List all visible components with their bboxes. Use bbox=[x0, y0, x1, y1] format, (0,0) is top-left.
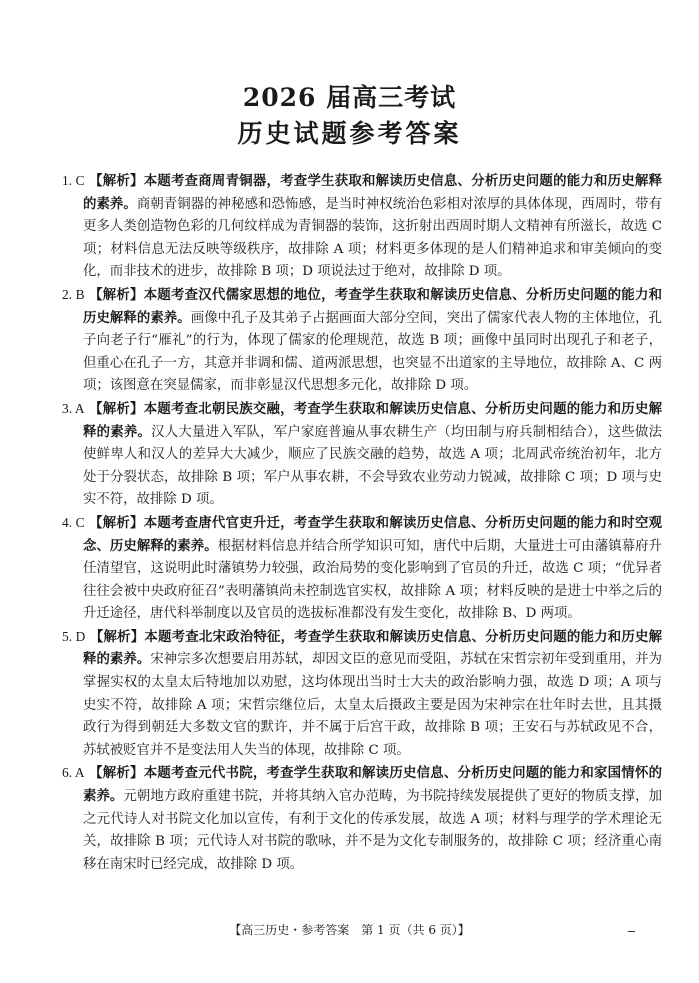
answer-number: 1. C bbox=[62, 173, 85, 188]
analysis-tag: 【解析】 bbox=[89, 287, 144, 303]
answer-number: 4. C bbox=[62, 514, 85, 530]
answer-item-3 bbox=[62, 398, 662, 512]
answer-body: 元朝地方政府重建书院，并将其纳入官办范畴，为书院持续发展提供了更好的物质支撑，加之元代诗人对书院文化加以宣传，有利于文化的传承发展，故选 A 项；材料与理学的学术理论无关，故排除 B 项；元代诗人对书院的歌咏，并不是为文化专制服务的，故排除 C 项；经济重心南移在南宋时已经完成，故排除 D 项。 bbox=[83, 789, 663, 872]
answer-item-6 bbox=[62, 762, 662, 876]
answer-lead: 本题考查北宋政治特征，考查学生获取和解读历史信息、分析历史问题的能力和历史解释的素养。 bbox=[83, 629, 663, 668]
answer-lead: 本题考查元代书院，考查学生获取和解读历史信息、分析历史问题的能力和家国情怀的素养。 bbox=[83, 766, 662, 805]
exam-title: 2026 届高三考试 bbox=[242, 83, 457, 112]
page-footer: 【高三历史・参考答案 第 1 页（共 6 页）】 bbox=[229, 923, 470, 937]
answer-lead: 本题考查商周青铜器，考查学生获取和解读历史信息、分析历史问题的能力和历史解释的素养。 bbox=[83, 174, 662, 212]
answer-body: 汉人大量进入军队，军户家庭普遍从事农耕生产（均田制与府兵制相结合），这些做法使鲜卑人和汉人的差异大大减少，顺应了民族交融的趋势，故选 A 项；北周武帝统治初年，北方处于分裂状态，故排除 B 项；军户从事农耕，不会导致农业劳动力锐减，故排除 C 项；D 项与史实不符，故排除 D 项。 bbox=[83, 424, 662, 508]
analysis-tag: 【解析】 bbox=[89, 515, 144, 531]
answer-item-4 bbox=[62, 512, 662, 626]
answer-list bbox=[62, 170, 662, 876]
analysis-tag: 【解析】 bbox=[89, 629, 145, 645]
answer-body: 商朝青铜器的神秘感和恐怖感，是当时神权统治色彩相对浓厚的具体体现，西周时，带有更多人类创造物色彩的几何纹样成为青铜器的装饰，这折射出西周时期人文精神有所滋长，故选 C 项；材料信息无法反映等级秩序，故排除 A 项；材料更多体现的是人们精神追求和审美倾向的变化，而非技术的进步，故排除 B 项；D 项说法过于绝对，故排除 D 项。 bbox=[83, 196, 663, 280]
answer-item-5 bbox=[62, 626, 662, 763]
answer-number: 6. A bbox=[62, 765, 85, 781]
answer-lead: 本题考查汉代儒家思想的地位，考查学生获取和解读历史信息、分析历史问题的能力和历史解释的素养。 bbox=[83, 287, 662, 326]
answer-body: 画像中孔子及其弟子占据画面大部分空间，突出了儒家代表人物的主体地位，孔子向老子行“雁礼”的行为，体现了儒家的伦理规范，故选 B 项；画像中虽同时出现孔子和老子，但重心在孔子一方，其意并非调和儒、道两派思想，也突显不出道家的主导地位，故排除 A、C 两项；该图意在突显儒家，而非彰显汉代思想多元化，故排除 D 项。 bbox=[83, 310, 663, 394]
analysis-tag: 【解析】 bbox=[89, 401, 144, 417]
answer-lead: 本题考查北朝民族交融，考查学生获取和解读历史信息、分析历史问题的能力和历史解释的素养。 bbox=[83, 401, 662, 440]
answer-item-1 bbox=[62, 170, 662, 284]
document-subtitle: 历史试题参考答案 bbox=[237, 119, 462, 148]
corner-mark bbox=[628, 931, 635, 932]
answer-item-2 bbox=[62, 284, 662, 398]
answer-body: 根据材料信息并结合所学知识可知，唐代中后期，大量进士可由藩镇幕府升任清望官，这说明此时藩镇势力较强，政治局势的变化影响到了官员的升迁，故选 C 项；“优异者往往会被中央政府征召”表明藩镇尚未控制选官实权，故排除 A 项；材料反映的是进士中举之后的升迁途径，唐代科举制度以及官员的选拔标准都没有发生变化，故排除 B、D 两项。 bbox=[83, 538, 663, 622]
analysis-tag: 【解析】 bbox=[89, 174, 144, 189]
analysis-tag: 【解析】 bbox=[89, 766, 144, 782]
answer-number: 2. B bbox=[62, 286, 85, 302]
answer-number: 5. D bbox=[62, 628, 86, 644]
answer-body: 宋神宗多次想要启用苏轼，却因文臣的意见而受阻，苏轼在宋哲宗初年受到重用，并为掌握实权的太皇太后特地加以劝慰，这均体现出当时士大夫的政治影响力强，故选 D 项；A 项与史实不符，故排除 A 项；宋哲宗继位后，太皇太后摄政主要是因为宋神宗在壮年时去世，且其摄政行为得到朝廷大多数文官的默许，并不属于后宫干政，故排除 B 项；王安石与苏轼政见不合，苏轼被贬官并不是变法用人失当的体现，故排除 C 项。 bbox=[83, 652, 663, 758]
answer-lead: 本题考查唐代官吏升迁，考查学生获取和解读历史信息、分析历史问题的能力和时空观念、历史解释的素养。 bbox=[83, 515, 662, 554]
answer-number: 3. A bbox=[62, 400, 85, 416]
